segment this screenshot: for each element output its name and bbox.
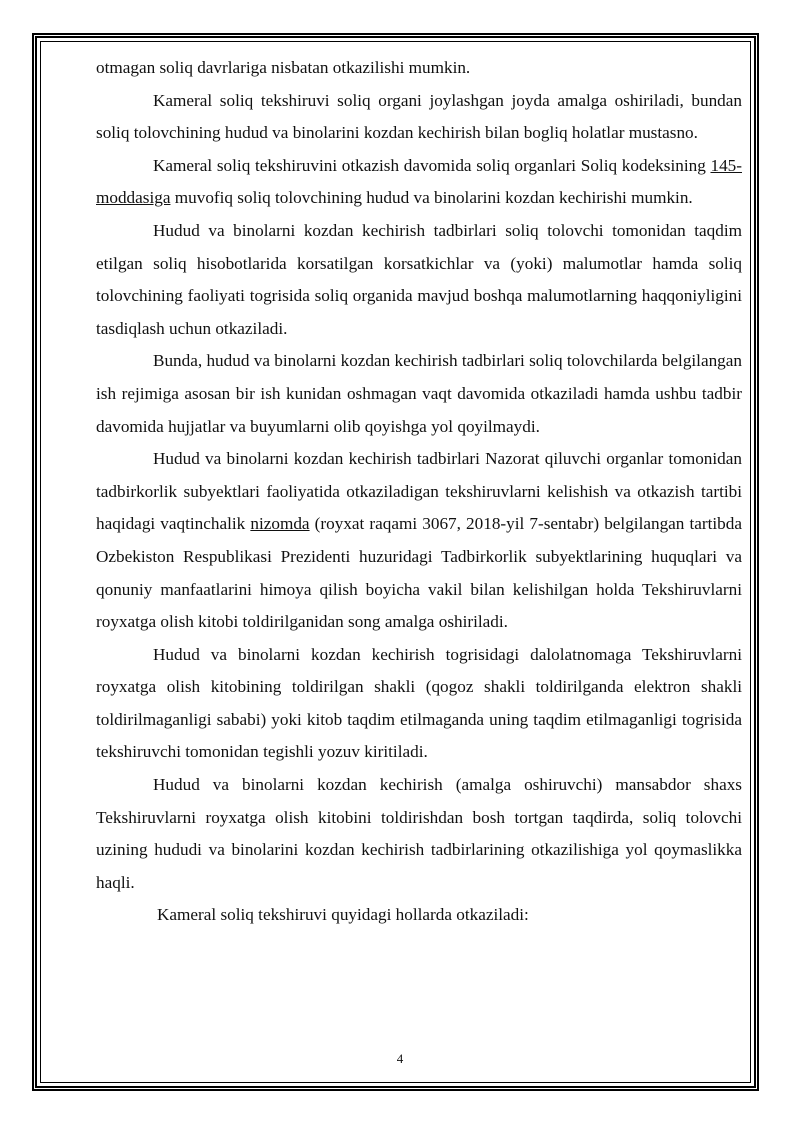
paragraph: Kameral soliq tekshiruvi quyidagi hollarda otkaziladi: — [157, 905, 529, 925]
paragraph: Kameral soliq tekshiruvi soliq organi joylashgan joyda amalga oshiriladi, bundan soliq tolovchining hudud va binolarini kozdan kechirish bilan bogliq holatlar mustasno. — [96, 90, 742, 143]
page-number: 4 — [396, 1051, 404, 1066]
paragraph: Bunda, hudud va binolarni kozdan kechirish tadbirlari soliq tolovchilarda belgilangan ish rejimiga asosan bir ish kunidan oshmagan vaqt davomida otkaziladi hamda ushbu tadbir davomida hujjatlar va buyumlarni olib qoyishga yol qoyilmaydi. — [96, 351, 742, 436]
paragraph — [96, 443, 742, 639]
paragraph — [96, 150, 742, 215]
paragraph-text: (royxat raqami 3067, 2018-yil 7-sentabr) belgilangan tartibda Ozbekiston Respublikasi Prezidenti huzuridagi Tadbirkorlik subyektlarining huquqlari va qonuniy manfaatlarini himoya qilish boyicha vakil bilan kelishilgan holda Tekshiruvlarni royxatga olish kitobi toldirilganidan song amalga oshiriladi. — [96, 514, 742, 632]
nizom-link[interactable]: nizomda — [250, 514, 310, 534]
paragraph: Hudud va binolarni kozdan kechirish (amalga oshiruvchi) mansabdor shaxs Tekshiruvlarni royxatga olish kitobini toldirishdan bosh tortgan taqdirda, soliq tolovchi uzining hududi va binolarini kozdan kechirish tadbirlarining otkazilishiga yol qoymaslikka haqli. — [96, 775, 742, 892]
paragraph: Hudud va binolarni kozdan kechirish tadbirlari soliq tolovchi tomonidan taqdim etilgan soliq hisobotlarida korsatilgan korsatkichlar va (yoki) malumotlar hamda soliq tolovchining faoliyati togrisida soliq organida mavjud boshqa malumotlarning haqqoniyligini tasdiqlash uchun otkaziladi. — [96, 220, 742, 338]
article-145-link[interactable]: 145-moddasiga — [96, 155, 742, 208]
paragraph-text: Kameral soliq tekshiruvini otkazish davomida soliq organlari Soliq kodeksining — [153, 155, 711, 175]
paragraph-text: Hudud va binolarni kozdan kechirish tadbirlari Nazorat qiluvchi organlar tomonidan tadbirkorlik subyektlari faoliyatida otkaziladigan tekshiruvlarni kelishish va otkazish tartibi haqidagi vaqtinchalik — [96, 449, 742, 534]
paragraph-continuation: otmagan soliq davrlariga nisbatan otkazilishi mumkin. — [96, 58, 471, 77]
paragraph: Hudud va binolarni kozdan kechirish togrisidagi dalolatnomaga Tekshiruvlarni royxatga olish kitobining toldirilgan shakli (qogoz shakli toldirilganda elektron shakli toldirilmaganligi sababi) yoki kitob taqdim etilmaganda uning taqdim etilmaganligi togrisida tekshiruvchi tomonidan tegishli yozuv kiritiladi. — [96, 644, 742, 762]
paragraph-text: muvofiq soliq tolovchining hudud va binolarini kozdan kechirishi mumkin. — [170, 188, 693, 208]
document-body — [96, 52, 742, 932]
